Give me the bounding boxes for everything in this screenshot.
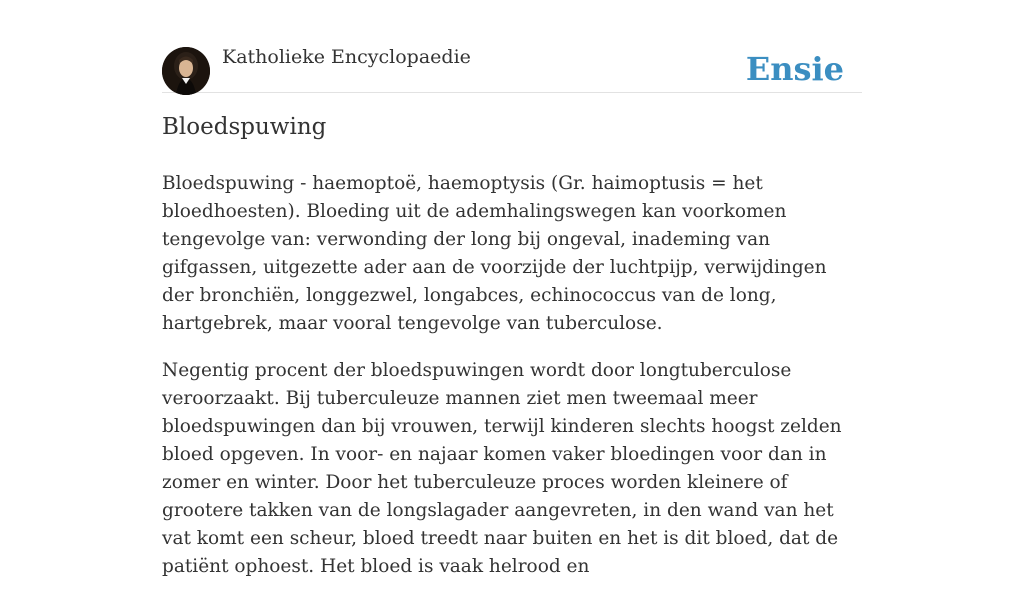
brand-logo[interactable]: Ensie (745, 50, 844, 88)
article-paragraph: Bloedspuwing - haemoptoë, haemoptysis (Gr. haimoptusis = het bloedhoesten). Bloeding uit de ademhalingswegen kan voorkomen tengevolge van: verwonding der long bij ongeval, inademing van gifgassen, uitgezette ader aan de voorzijde der luchtpijp, verwijdingen der bronchiën, longgezwel, longabces, echinococcus van de long, hartgebrek, maar vooral tengevolge van tuberculose. (162, 173, 827, 334)
portrait-avatar-icon[interactable] (162, 47, 210, 95)
site-title[interactable]: Katholieke Encyclopaedie (222, 46, 471, 68)
article-body (162, 170, 862, 600)
page-title: Bloedspuwing (162, 114, 327, 140)
article-paragraph: Negentig procent der bloedspuwingen wordt door longtuberculose veroorzaakt. Bij tuberculeuze mannen ziet men tweemaal meer bloedspuwingen dan bij vrouwen, terwijl kinderen slechts hoogst zelden bloed opgeven. In voor- en najaar komen vaker bloedingen voor dan in zomer en winter. Door het tuberculeuze proces worden kleinere of grootere takken van de longslagader aangevreten, in den wand van het vat komt een scheur, bloed treedt naar buiten en het is dit bloed, dat de patiënt ophoest. Het bloed is vaak helrood en (162, 360, 842, 577)
site-header (162, 44, 862, 93)
